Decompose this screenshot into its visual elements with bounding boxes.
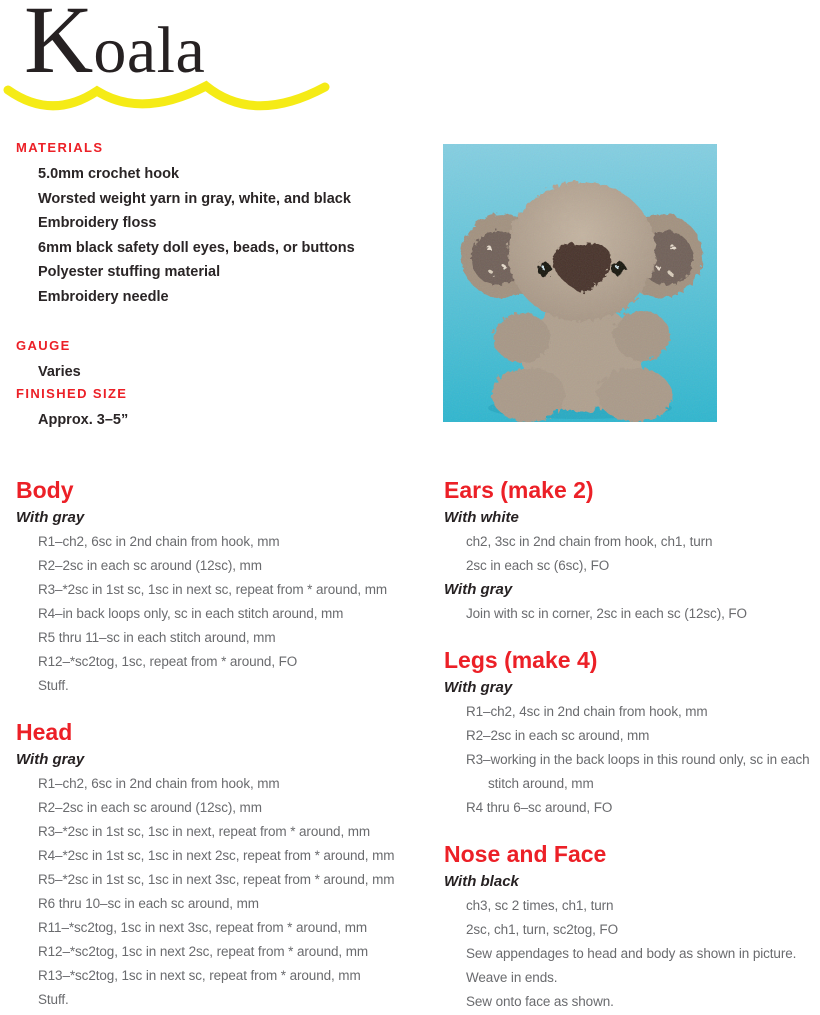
- section-heading: Body: [16, 477, 74, 503]
- finished-size-value: Approx. 3–5”: [38, 412, 129, 429]
- instruction-line: Sew appendages to head and body as shown in picture.: [466, 946, 797, 961]
- materials-item: 5.0mm crochet hook: [38, 166, 180, 182]
- instruction-line: Sew onto face as shown.: [466, 994, 614, 1009]
- section-heading: Legs (make 4): [444, 647, 598, 673]
- instruction-line: R2–2sc in each sc around (12sc), mm: [38, 558, 262, 573]
- instruction-line: 2sc, ch1, turn, sc2tog, FO: [466, 922, 618, 937]
- section-ears-make-2: [444, 478, 820, 626]
- instruction-line: R3–working in the back loops in this round only, sc in each stitch around, mm: [466, 752, 810, 791]
- pattern-column-right: [444, 478, 820, 1014]
- info-block: [16, 140, 426, 433]
- instruction-line: R6 thru 10–sc in each sc around, mm: [38, 896, 259, 911]
- instruction-line: ch3, sc 2 times, ch1, turn: [466, 898, 614, 913]
- materials-item: Embroidery floss: [38, 215, 157, 232]
- yarn-color-label: With gray: [16, 509, 85, 526]
- materials-heading: MATERIALS: [16, 140, 104, 155]
- pattern-column-left: [16, 478, 431, 1012]
- photo-grain-overlay: [443, 144, 717, 422]
- wave-underline-graphic: [2, 74, 332, 126]
- instruction-line: R12–*sc2tog, 1sc, repeat from * around, FO: [38, 654, 298, 669]
- instruction-line: R5 thru 11–sc in each stitch around, mm: [38, 630, 276, 645]
- title-drop-cap: K: [24, 0, 94, 93]
- instruction-line: R3–*2sc in 1st sc, 1sc in next, repeat from * around, mm: [38, 824, 371, 839]
- materials-item: 6mm black safety doll eyes, beads, or buttons: [38, 239, 355, 256]
- yarn-color-label: With white: [444, 509, 519, 526]
- section-body: [16, 478, 431, 698]
- yarn-color-label: With gray: [16, 751, 85, 768]
- instruction-line: R5–*2sc in 1st sc, 1sc in next 3sc, repeat from * around, mm: [38, 872, 395, 887]
- instruction-line: R11–*sc2tog, 1sc in next 3sc, repeat from * around, mm: [38, 920, 368, 935]
- koala-photo-graphic: [443, 144, 717, 422]
- instruction-line: R4–*2sc in 1st sc, 1sc in next 2sc, repeat from * around, mm: [38, 848, 395, 863]
- instruction-line: R2–2sc in each sc around, mm: [466, 728, 650, 743]
- koala-photo: [443, 144, 717, 422]
- instruction-line: R1–ch2, 4sc in 2nd chain from hook, mm: [466, 704, 708, 719]
- instruction-line: R2–2sc in each sc around (12sc), mm: [38, 800, 262, 815]
- section-legs-make-4: [444, 648, 820, 820]
- section-heading: Ears (make 2): [444, 477, 594, 503]
- finished-size-heading: FINISHED SIZE: [16, 386, 128, 402]
- instruction-line: 2sc in each sc (6sc), FO: [466, 558, 610, 573]
- instruction-line: R3–*2sc in 1st sc, 1sc in next sc, repeat from * around, mm: [38, 582, 387, 597]
- materials-item: Polyester stuffing material: [38, 264, 221, 281]
- section-heading: Head: [16, 719, 73, 745]
- yarn-color-label: With black: [444, 873, 519, 890]
- title-rest: oala: [93, 14, 206, 87]
- instruction-line: R1–ch2, 6sc in 2nd chain from hook, mm: [38, 534, 280, 549]
- instruction-line: R1–ch2, 6sc in 2nd chain from hook, mm: [38, 776, 280, 791]
- yarn-color-label: With gray: [444, 581, 513, 598]
- materials-item: Embroidery needle: [38, 288, 169, 305]
- gauge-value: Varies: [38, 363, 81, 380]
- section-nose-and-face: [444, 842, 820, 1014]
- section-heading: Nose and Face: [444, 841, 607, 867]
- materials-item: Worsted weight yarn in gray, white, and black: [38, 190, 351, 207]
- instruction-line: R13–*sc2tog, 1sc in next sc, repeat from * around, mm: [38, 968, 361, 983]
- instruction-line: Weave in ends.: [466, 970, 558, 985]
- instruction-line: Stuff.: [38, 992, 69, 1007]
- section-head: [16, 720, 431, 1012]
- instruction-line: R4–in back loops only, sc in each stitch around, mm: [38, 606, 344, 621]
- yarn-color-label: With gray: [444, 679, 513, 696]
- gauge-heading: GAUGE: [16, 337, 71, 353]
- instruction-line: R4 thru 6–sc around, FO: [466, 800, 613, 815]
- instruction-line: Stuff.: [38, 678, 69, 693]
- materials-list: [38, 162, 426, 310]
- instruction-line: ch2, 3sc in 2nd chain from hook, ch1, turn: [466, 534, 713, 549]
- instruction-line: R12–*sc2tog, 1sc in next 2sc, repeat from * around, mm: [38, 944, 369, 959]
- instruction-line: Join with sc in corner, 2sc in each sc (12sc), FO: [466, 606, 747, 621]
